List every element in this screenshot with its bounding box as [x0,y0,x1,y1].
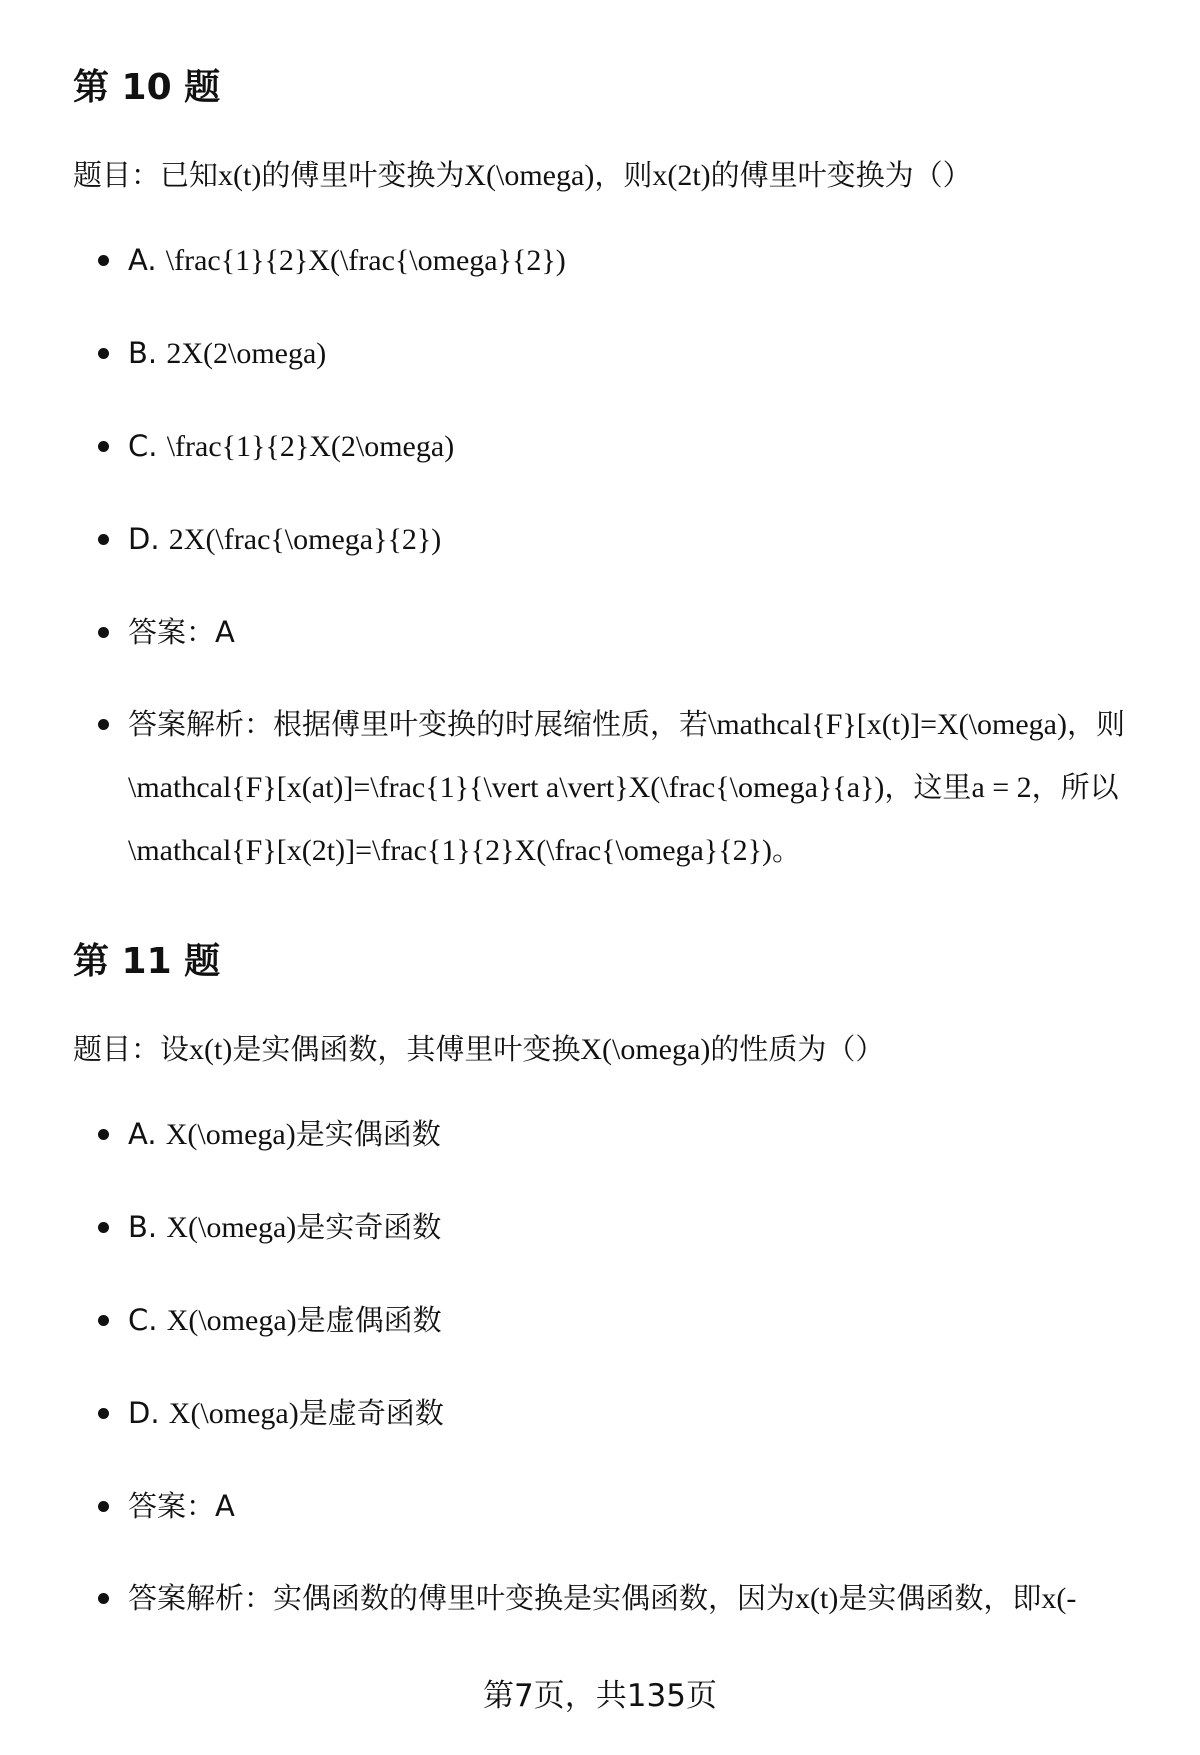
option-a [73,1103,1153,1166]
option-math: 2X(\frac{\omega}{2}) [168,523,442,556]
option-math: X(\omega) [166,1304,297,1337]
stem-text: 的傅里叶变换为（） [710,158,972,192]
option-c [73,1289,1153,1352]
explain-text: ，这里 [884,770,972,804]
option-letter: A. [128,243,166,277]
question-10 [73,66,1153,912]
option-math: X(\omega) [165,1118,296,1151]
option-d [73,508,1153,571]
question-11-options [73,1103,1153,1630]
stem-text: 是实偶函数，其傅里叶变换 [232,1032,581,1066]
option-math: \frac{1}{2}X(\frac{\omega}{2}) [165,244,566,277]
option-math: X(\omega) [168,1397,299,1430]
option-letter: B. [128,336,167,370]
stem-text: 的性质为（） [710,1032,885,1066]
option-letter: C. [128,429,167,463]
answer [73,1475,1153,1537]
explain-text: 。 [772,833,802,867]
question-10-options [73,229,1153,882]
answer-text: 答案：A [128,615,235,649]
question-11 [73,940,1153,1660]
stem-text: 的傅里叶变换为 [261,158,465,192]
option-d [73,1382,1153,1445]
explain-math: a = 2 [971,771,1032,804]
explain-text: ，则 [1066,707,1125,741]
stem-math: X(\omega) [464,159,595,192]
explain-text: ，所以 [1031,770,1119,804]
option-letter: D. [128,1396,169,1430]
answer-explanation [73,1567,1153,1630]
option-c [73,415,1153,478]
question-10-stem [73,155,1153,196]
option-text: 是虚奇函数 [298,1396,444,1430]
option-text: 是实偶函数 [295,1117,441,1151]
question-11-stem [73,1029,1153,1070]
explain-text: 是实偶函数，即 [838,1581,1042,1615]
question-10-heading: 第 10 题 [73,67,221,108]
option-math: X(\omega) [166,1211,297,1244]
stem-math: X(\omega) [580,1033,711,1066]
explain-text: 答案解析：根据傅里叶变换的时展缩性质，若 [128,707,709,741]
answer-explanation [73,693,1153,882]
explain-math: \mathcal{F}[x(2t)]=\frac{1}{2}X(\frac{\omega}{2}) [128,834,773,867]
stem-math: x(t) [189,1033,233,1066]
option-math: \frac{1}{2}X(2\omega) [166,430,455,463]
stem-text: 题目：设 [73,1032,190,1066]
stem-math: x(t) [218,159,262,192]
stem-text: ，则 [594,158,653,192]
option-math: 2X(2\omega) [166,337,327,370]
answer [73,601,1153,663]
question-11-heading: 第 11 题 [73,941,221,982]
explain-math: \mathcal{F}[x(at)]=\frac{1}{\vert a\vert}X(\frac{\omega}{a}) [128,771,885,804]
page-footer: 第7页，共135页 [483,1678,717,1714]
stem-text: 题目：已知 [73,158,219,192]
explain-text: 答案解析：实偶函数的傅里叶变换是实偶函数，因为 [128,1581,796,1615]
option-letter: C. [128,1303,167,1337]
answer-text: 答案：A [128,1489,235,1523]
stem-math: x(2t) [652,159,711,192]
explain-math: \mathcal{F}[x(t)]=X(\omega) [708,708,1067,741]
option-b [73,322,1153,385]
option-text: 是虚偶函数 [296,1303,442,1337]
option-text: 是实奇函数 [296,1210,442,1244]
option-letter: A. [128,1117,166,1151]
option-letter: D. [128,522,169,556]
explain-math: x(t) [795,1582,839,1615]
option-b [73,1196,1153,1259]
option-a [73,229,1153,292]
option-letter: B. [128,1210,167,1244]
explain-math: x(- [1041,1582,1077,1615]
